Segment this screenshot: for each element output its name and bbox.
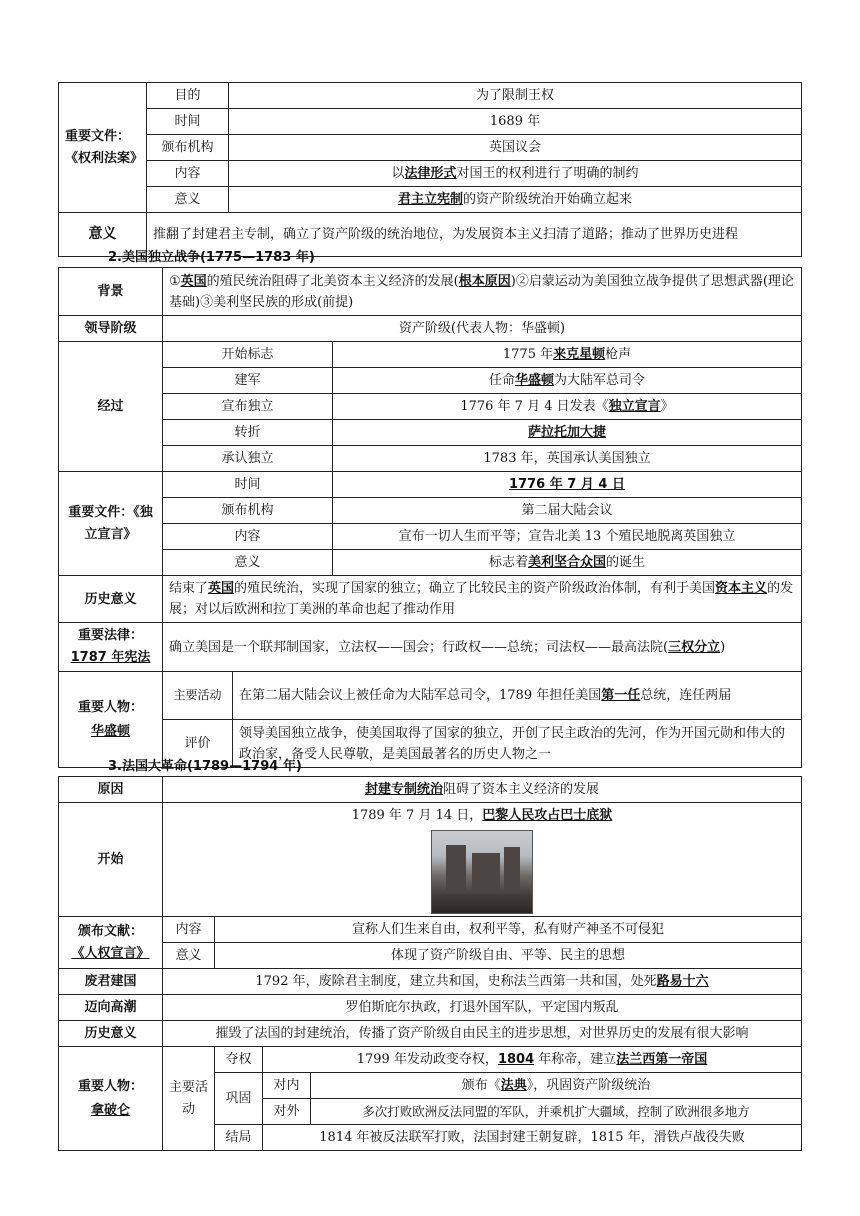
person-row-value: 在第二届大陆会议上被任命为大陆军总司令，1789 年担任美国第一任总统，连任两届	[233, 672, 802, 720]
decl-row-value: 宣称人们生来自由，权利平等，私有财产神圣不可侵犯	[215, 917, 802, 943]
napoleon-label: 重要人物： 拿破仑	[59, 1047, 163, 1151]
row-label-time: 时间	[147, 109, 229, 135]
row-label-content: 内容	[147, 161, 229, 187]
climax-text: 罗伯斯庇尔执政，打退外国军队，平定国内叛乱	[163, 995, 802, 1021]
outcome-label: 结局	[215, 1125, 263, 1151]
historical-significance-text: 结束了英国的殖民统治，实现了国家的独立；确立了比较民主的资产阶级政治体制，有利于美国资本主义的发展；对以后欧洲和拉丁美洲的革命也起了推动作用	[163, 576, 802, 623]
section-3-title: 3.法国大革命(1789—1794 年)	[108, 759, 302, 774]
row-value-time: 1689 年	[229, 109, 802, 135]
declaration-rights-label: 颁布文献： 《人权宣言》	[59, 917, 163, 969]
domestic-text: 颁布《法典》，巩固资产阶级统治	[311, 1073, 802, 1099]
doc-row-value: 第二届大陆会议	[333, 498, 802, 524]
row-label-issuer: 颁布机构	[147, 135, 229, 161]
decl-row-label: 意义	[163, 943, 215, 969]
process-row-value: 任命华盛顿为大陆军总司令	[333, 368, 802, 394]
doc-row-label: 意义	[163, 550, 333, 576]
doc-row-value: 宣布一切人生而平等；宣告北美 13 个殖民地脱离英国独立	[333, 524, 802, 550]
row-value-issuer: 英国议会	[229, 135, 802, 161]
start-label: 开始	[59, 803, 163, 917]
person-row-value: 领导美国独立战争，使美国取得了国家的独立，开创了民主政治的先河，作为开国元勋和伟大的政治家，备受人民尊敬，是美国最著名的历史人物之一	[233, 720, 802, 768]
process-row-label: 宣布独立	[163, 394, 333, 420]
row-label-significance: 意义	[147, 187, 229, 213]
doc-row-label: 时间	[163, 472, 333, 498]
cause-label: 原因	[59, 777, 163, 803]
row-value-content: 以法律形式对国王的权利进行了明确的制约	[229, 161, 802, 187]
background-text: ①英国的殖民统治阻碍了北美资本主义经济的发展(根本原因)②启蒙运动为美国独立战争提供了思想武器(理论基础)③美利坚民族的形成(前提)	[163, 268, 802, 316]
declaration-doc-label: 重要文件：《独立宣言》	[59, 472, 163, 576]
domestic-label: 对内	[263, 1073, 311, 1099]
row-value-purpose: 为了限制王权	[229, 83, 802, 109]
row-label-purpose: 目的	[147, 83, 229, 109]
seize-power-text: 1799 年发动政变夺权，1804 年称帝，建立法兰西第一帝国	[263, 1047, 802, 1073]
french-significance-label: 历史意义	[59, 1021, 163, 1047]
historical-significance-label: 历史意义	[59, 576, 163, 623]
outcome-text: 1814 年被反法联军打败，法国封建王朝复辟，1815 年，滑铁卢战役失败	[263, 1125, 802, 1151]
significance-label: 意义	[59, 213, 147, 257]
doc-row-value: 1776 年 7 月 4 日	[333, 472, 802, 498]
doc-row-value: 标志着美利坚合众国的诞生	[333, 550, 802, 576]
bill-of-rights-heading: 重要文件：《权利法案》	[59, 83, 147, 213]
american-war-table	[58, 267, 802, 768]
foreign-label: 对外	[263, 1099, 311, 1125]
foreign-text: 多次打败欧洲反法同盟的军队，并乘机扩大疆域，控制了欧洲很多地方	[311, 1099, 802, 1125]
republic-label: 废君建国	[59, 969, 163, 995]
process-row-value: 1776 年 7 月 4 日发表《独立宣言》	[333, 394, 802, 420]
row-value-significance: 君主立宪制的资产阶级统治开始确立起来	[229, 187, 802, 213]
decl-row-value: 体现了资产阶级自由、平等、民主的思想	[215, 943, 802, 969]
start-text: 1789 年 7 月 14 日，巴黎人民攻占巴士底狱	[351, 808, 613, 823]
significance-text: 推翻了封建君主专制，确立了资产阶级的统治地位，为发展资本主义扫清了道路；推动了世界历史进程	[147, 213, 802, 257]
process-row-label: 开始标志	[163, 342, 333, 368]
person-row-label: 主要活动	[163, 672, 233, 720]
process-label: 经过	[59, 342, 163, 472]
process-row-label: 转折	[163, 420, 333, 446]
bastille-storming-image	[431, 830, 533, 914]
climax-label: 迈向高潮	[59, 995, 163, 1021]
republic-text: 1792 年，废除君主制度，建立共和国，史称法兰西第一共和国，处死路易十六	[163, 969, 802, 995]
doc-row-label: 颁布机构	[163, 498, 333, 524]
doc-row-label: 内容	[163, 524, 333, 550]
main-activities-label: 主要活动	[163, 1047, 215, 1151]
french-revolution-table	[58, 776, 802, 1151]
french-significance-text: 摧毁了法国的封建统治，传播了资产阶级自由民主的进步思想，对世界历史的发展有很大影响	[163, 1021, 802, 1047]
leader-class-text: 资产阶级(代表人物：华盛顿)	[163, 316, 802, 342]
process-row-value: 萨拉托加大捷	[333, 420, 802, 446]
seize-power-label: 夺权	[215, 1047, 263, 1073]
constitution-text: 确立美国是一个联邦制国家，立法权——国会；行政权——总统；司法权——最高法院(三权分立)	[163, 623, 802, 672]
bill-of-rights-table	[58, 82, 802, 257]
process-row-value: 1783 年，英国承认美国独立	[333, 446, 802, 472]
process-row-label: 建军	[163, 368, 333, 394]
background-label: 背景	[59, 268, 163, 316]
cause-text: 封建专制统治阻碍了资本主义经济的发展	[163, 777, 802, 803]
section-2-title: 2.美国独立战争(1775—1783 年)	[108, 250, 315, 265]
washington-label: 重要人物： 华盛顿	[59, 672, 163, 768]
process-row-value: 1775 年来克星顿枪声	[333, 342, 802, 368]
constitution-label: 重要法律： 1787 年宪法	[59, 623, 163, 672]
start-cell	[163, 803, 802, 917]
process-row-label: 承认独立	[163, 446, 333, 472]
leader-class-label: 领导阶级	[59, 316, 163, 342]
decl-row-label: 内容	[163, 917, 215, 943]
person-row-label: 评价	[163, 720, 233, 768]
consolidate-label: 巩固	[215, 1073, 263, 1125]
